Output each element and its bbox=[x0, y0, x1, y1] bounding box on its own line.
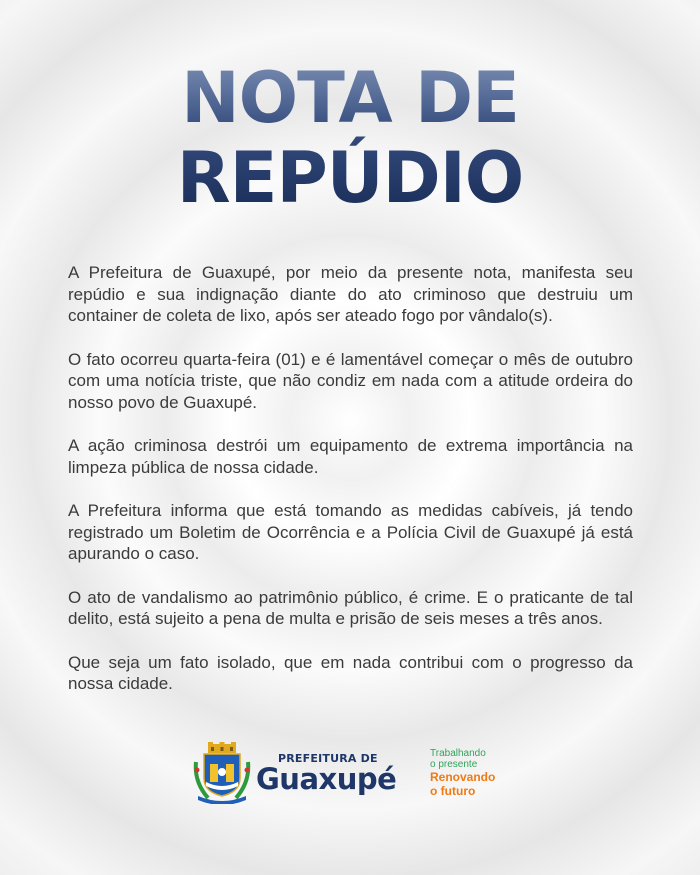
paragraph-3: A ação criminosa destrói um equipamento de extrema importância na limpeza pública de nossa cidade. bbox=[68, 436, 633, 477]
slogan-line-4: o futuro bbox=[430, 784, 476, 798]
brand-wordmark bbox=[256, 752, 396, 794]
paragraph-6: Que seja um fato isolado, que em nada contribui com o progresso da nossa cidade. bbox=[68, 652, 633, 693]
paragraph-5: O ato de vandalismo ao patrimônio público, é crime. E o praticante de tal delito, está sujeito a pena de multa e prisão de seis meses a três anos. bbox=[68, 587, 633, 628]
title-line-2: REPÚDIO bbox=[176, 137, 524, 219]
slogan-line-2: o presente bbox=[430, 759, 478, 770]
prefeitura-label: PREFEITURA DE bbox=[278, 752, 378, 765]
title-line-1: NOTA DE bbox=[181, 57, 519, 139]
note-body bbox=[68, 262, 633, 717]
city-coat-of-arms-icon bbox=[192, 742, 252, 804]
slogan-line-1: Trabalhando bbox=[430, 748, 486, 759]
city-name: Guaxupé bbox=[256, 762, 397, 796]
paragraph-1: A Prefeitura de Guaxupé, por meio da presente nota, manifesta seu repúdio e sua indignação diante do ato criminoso que destruiu um container de coleta de lixo, após ser ateado fogo por vândalo(s). bbox=[68, 263, 633, 325]
slogan-line-3: Renovando bbox=[430, 770, 496, 784]
slogan bbox=[430, 748, 495, 798]
paragraph-2: O fato ocorreu quarta-feira (01) e é lamentável começar o mês de outubro com uma notícia triste, que não condiz em nada com a atitude ordeira do nosso povo de Guaxupé. bbox=[68, 349, 633, 412]
page-title bbox=[0, 58, 700, 218]
footer-logo bbox=[192, 742, 522, 804]
paragraph-4: A Prefeitura informa que está tomando as medidas cabíveis, já tendo registrado um Boletim de Ocorrência e a Polícia Civil de Guaxupé já está apurando o caso. bbox=[68, 501, 633, 563]
